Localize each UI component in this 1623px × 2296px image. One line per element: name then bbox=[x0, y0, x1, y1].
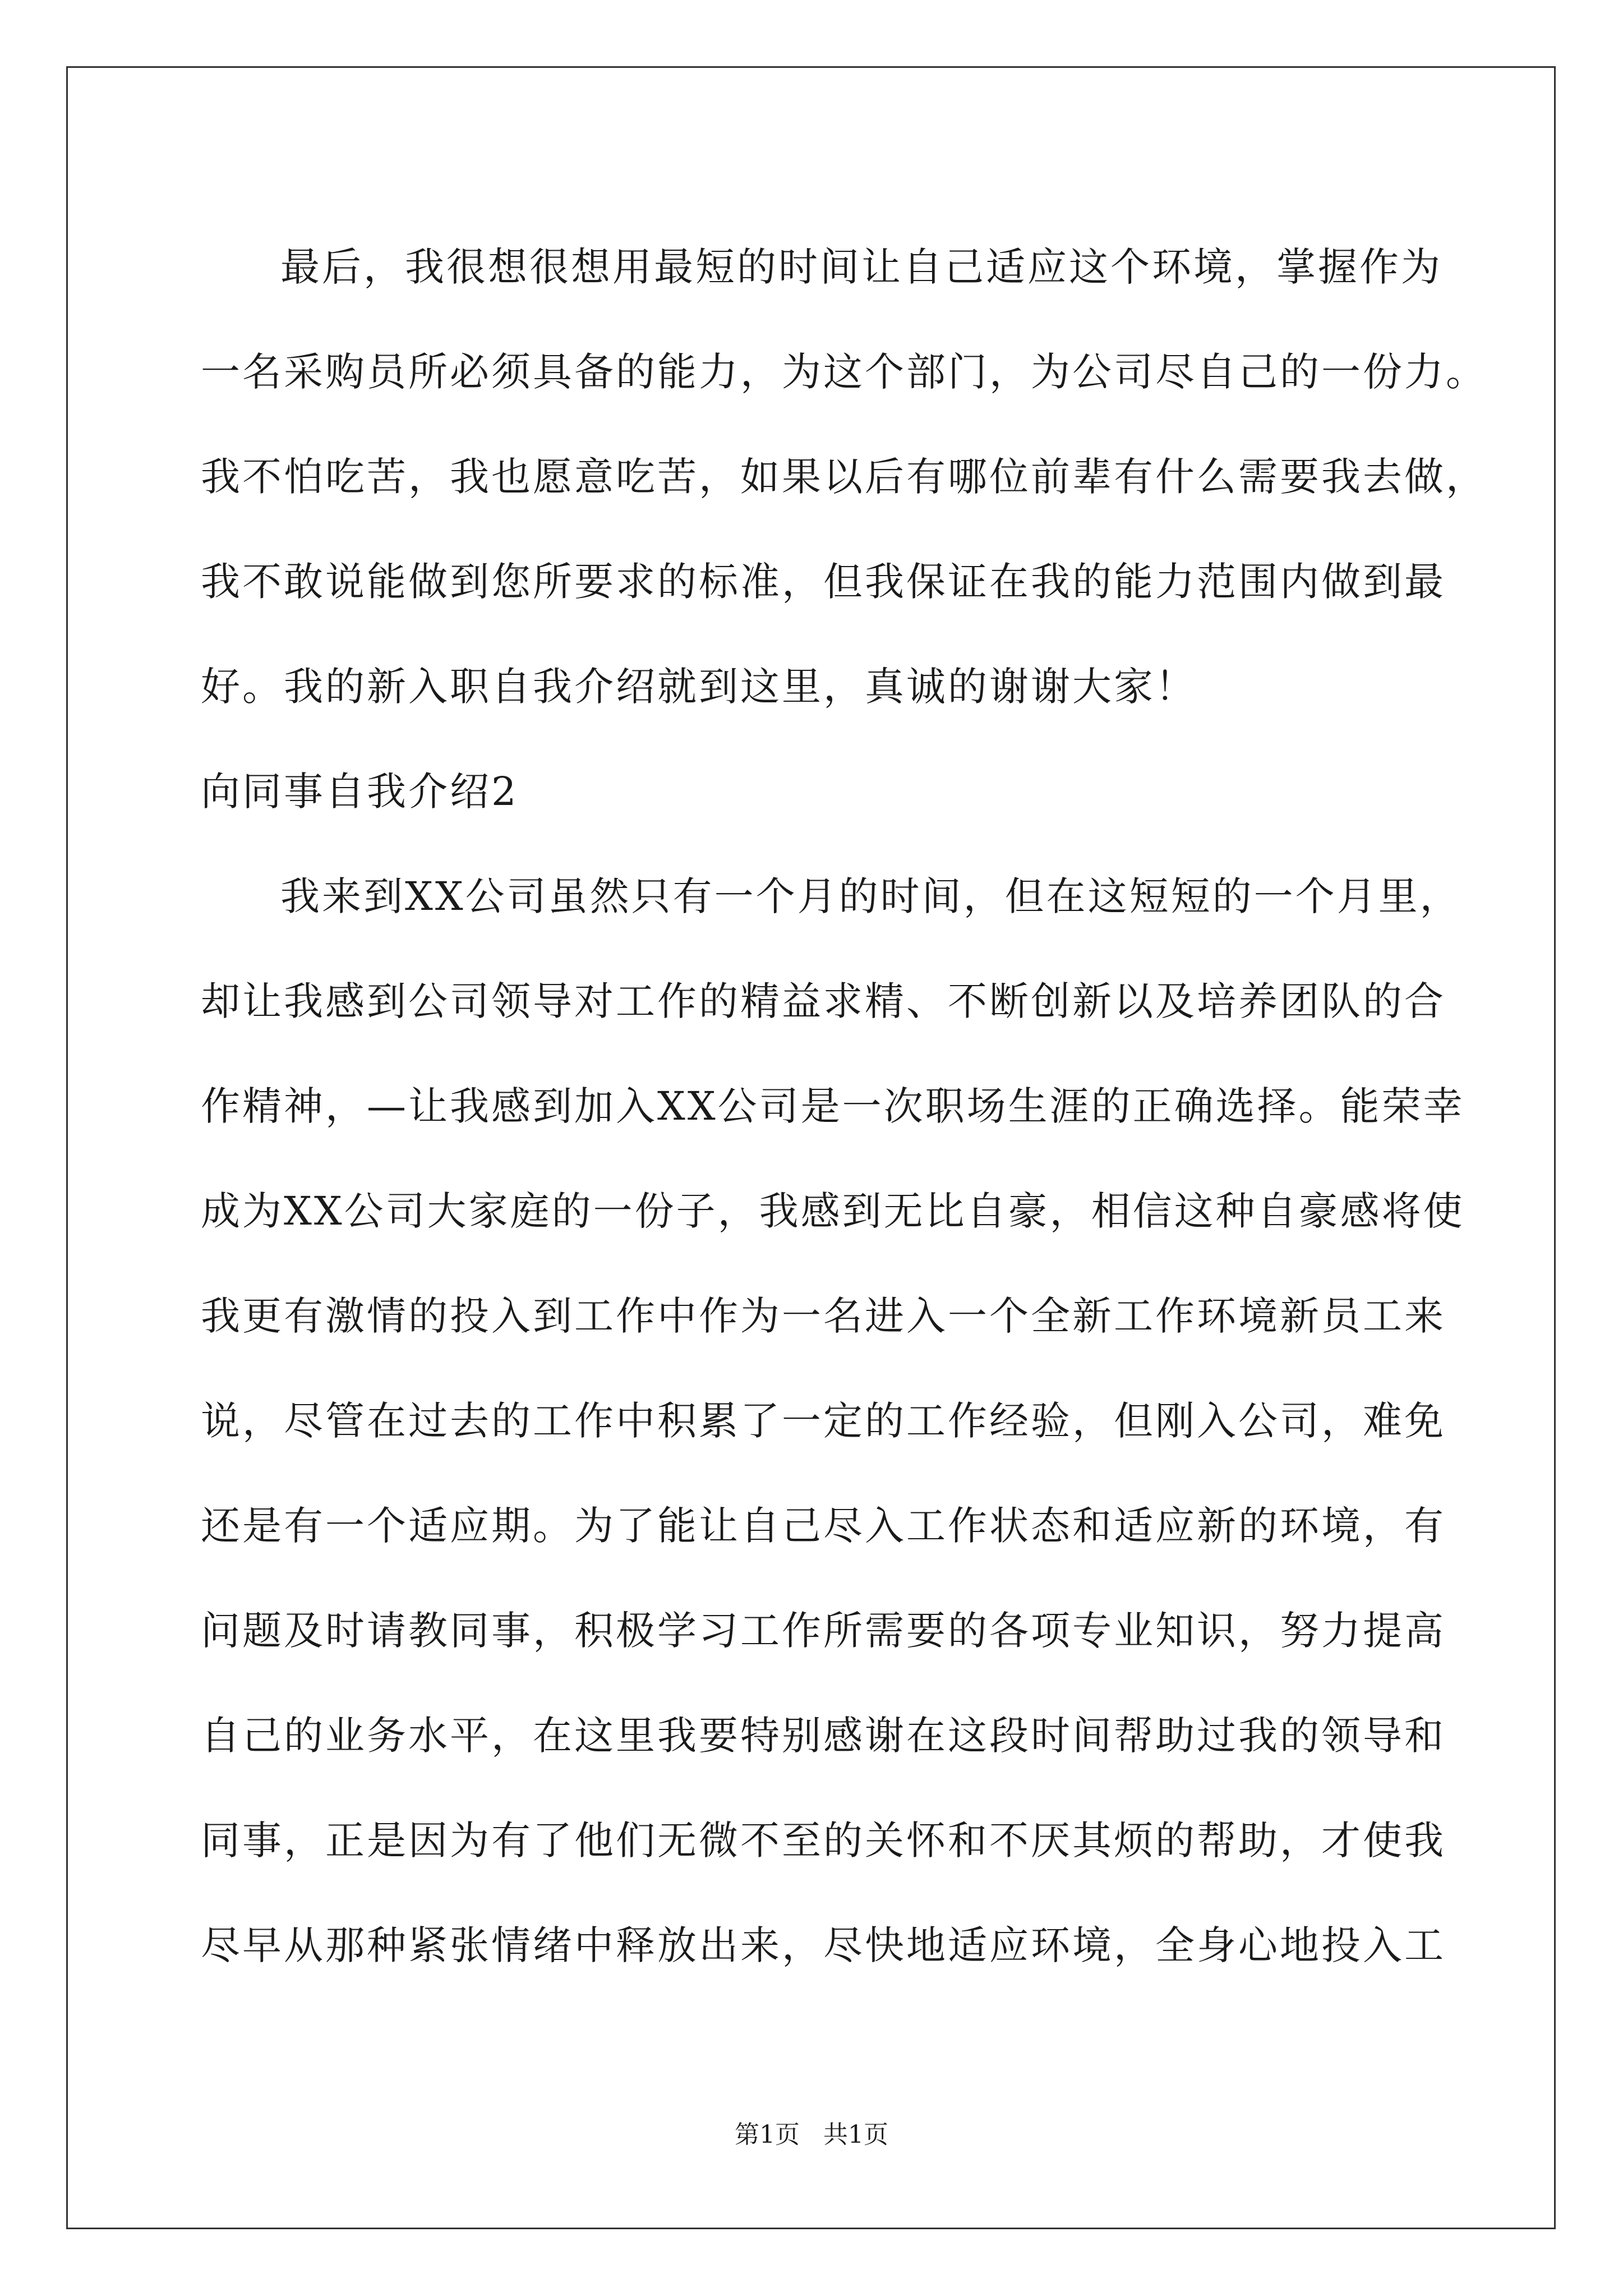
paragraph-2-line-6: 说，尽管在过去的工作中积累了一定的工作经验，但刚入公司，难免 bbox=[201, 1398, 1446, 1444]
section-heading: 向同事自我介绍2 bbox=[201, 769, 519, 815]
paragraph-2-line-4: 成为XX公司大家庭的一份子，我感到无比自豪，相信这种自豪感将使 bbox=[201, 1188, 1465, 1234]
paragraph-2-line-10: 同事，正是因为有了他们无微不至的关怀和不厌其烦的帮助，才使我 bbox=[201, 1818, 1446, 1864]
paragraph-1-line-1: 最后，我很想很想用最短的时间让自己适应这个环境，掌握作为 bbox=[280, 244, 1442, 290]
paragraph-2-line-1: 我来到XX公司虽然只有一个月的时间，但在这短短的一个月里， bbox=[280, 873, 1461, 919]
paragraph-1-line-2: 一名采购员所必须具备的能力，为这个部门，为公司尽自己的一份力。 bbox=[201, 349, 1487, 395]
paragraph-2-line-8: 问题及时请教同事，积极学习工作所需要的各项专业知识，努力提高 bbox=[201, 1608, 1446, 1654]
paragraph-1-line-5: 好。我的新入职自我介绍就到这里，真诚的谢谢大家！ bbox=[201, 664, 1197, 710]
paragraph-2-line-3: 作精神，—让我感到加入XX公司是一次职场生涯的正确选择。能荣幸 bbox=[201, 1083, 1465, 1129]
document-body bbox=[201, 215, 1487, 1998]
paragraph-1-line-3: 我不怕吃苦，我也愿意吃苦，如果以后有哪位前辈有什么需要我去做， bbox=[201, 454, 1487, 500]
page-number-footer: 第1页 共1页 bbox=[735, 2120, 888, 2149]
paragraph-2-line-2: 却让我感到公司领导对工作的精益求精、不断创新以及培养团队的合 bbox=[201, 978, 1446, 1024]
paragraph-2-line-5: 我更有激情的投入到工作中作为一名进入一个全新工作环境新员工来 bbox=[201, 1293, 1446, 1339]
paragraph-2-line-11: 尽早从那种紧张情绪中释放出来，尽快地适应环境，全身心地投入工 bbox=[201, 1922, 1446, 1968]
paragraph-2-line-7: 还是有一个适应期。为了能让自己尽入工作状态和适应新的环境，有 bbox=[201, 1503, 1446, 1549]
paragraph-1-line-4: 我不敢说能做到您所要求的标准，但我保证在我的能力范围内做到最 bbox=[201, 559, 1446, 605]
paragraph-2-line-9: 自己的业务水平，在这里我要特别感谢在这段时间帮助过我的领导和 bbox=[201, 1713, 1446, 1759]
